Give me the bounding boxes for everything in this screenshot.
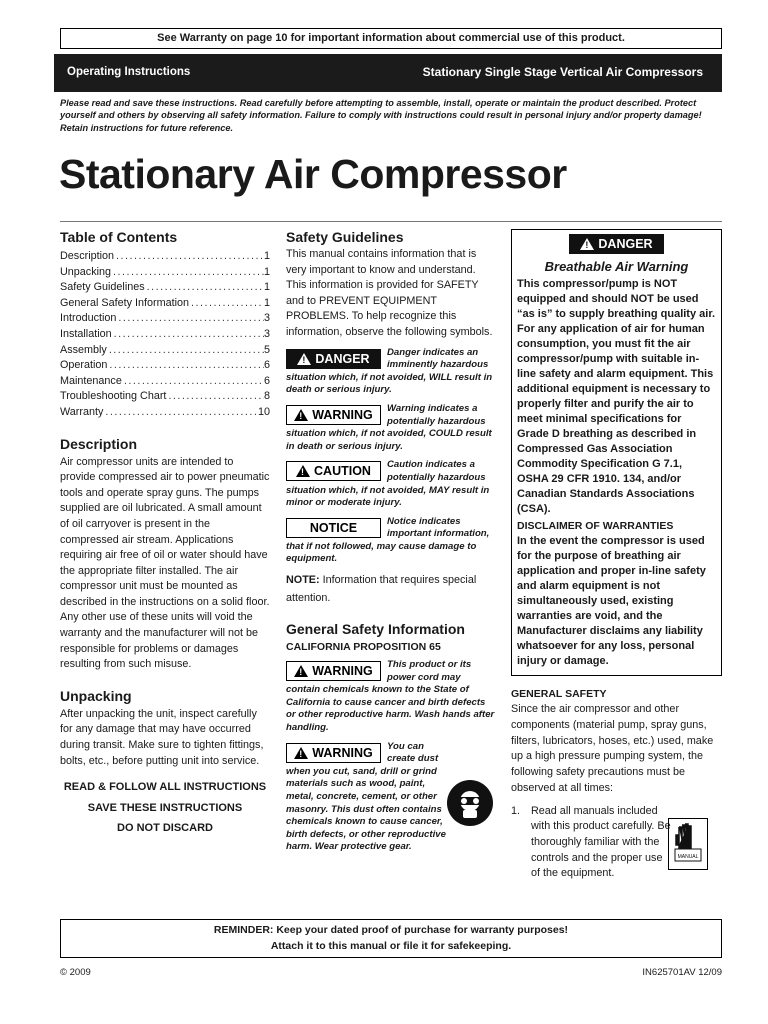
toc-row[interactable] <box>60 405 270 421</box>
warning-triangle-icon: ! <box>297 353 311 365</box>
reminder-box <box>60 919 722 958</box>
document-code: IN625701AV 12/09 <box>642 967 722 978</box>
toc-row[interactable] <box>60 296 270 312</box>
description-section <box>60 436 270 673</box>
danger-badge: ! DANGER <box>569 234 664 254</box>
caution-badge: ! CAUTION <box>286 461 381 481</box>
unpacking-text: After unpacking the unit, inspect carefully for any damage that may have occurred during transit. Make sure to tighten fittings, bolts, etc., before putting unit into service. <box>60 707 264 767</box>
prop65-warning-text-2: You can create dust when you cut, sand, drill or grind materials such as wood, paint, metal, concrete, cement, or other masonry. This dust often contains chemicals known to cause cancer, birth defects, or other reproductive harm. Wear protective gear. <box>286 740 446 853</box>
instructions-reminder <box>60 777 270 839</box>
breathable-air-title: Breathable Air Warning <box>544 259 689 274</box>
toc-page: 6 <box>263 359 270 372</box>
caution-description: Caution indicates a potentially hazardous situation which, if not avoided, MAY result in minor or moderate injury. <box>286 459 490 509</box>
copyright: © 2009 <box>60 967 91 978</box>
prop65-warning-text-1: This product or its power cord may contain chemicals known to the State of California to cause cancer and birth defects or other reproductive harm. Wash hands after handling. <box>286 659 495 734</box>
toc-page: 3 <box>263 327 270 340</box>
safety-goggles-icon <box>447 780 493 826</box>
safety-guidelines-heading: Safety Guidelines <box>286 229 404 245</box>
general-safety-info-heading: General Safety Information <box>286 621 465 638</box>
save-line: SAVE THESE INSTRUCTIONS <box>87 801 243 814</box>
column-left <box>60 229 270 839</box>
unpacking-section <box>60 688 270 839</box>
toc-label: Description <box>60 250 115 262</box>
safety-guidelines-text: This manual contains information that is very important to know and understand. This information is provided for SAFETY and to PREVENT EQUIPMENT PROBLEMS. To help recognize this information, observe the following symbols. <box>286 248 493 338</box>
warning-badge: ! WARNING <box>286 405 381 425</box>
toc-row[interactable] <box>60 343 270 359</box>
manual-label: MANUAL <box>677 854 699 860</box>
danger-badge: ! DANGER <box>286 349 381 369</box>
toc-page: 6 <box>263 374 270 387</box>
disclaimer-heading: DISCLAIMER OF WARRANTIES <box>517 520 674 532</box>
reminder-line-1: REMINDER: Keep your dated proof of purchase for warranty purposes! <box>213 924 569 936</box>
toc-page: 1 <box>263 296 270 309</box>
warning-badge: ! WARNING <box>286 661 381 681</box>
general-safety-text: Since the air compressor and other components (material pump, spray guns, filters, lubricators, hoses, etc.) used, make up a high pressure pumping system, the following safety precautions must be observed at all times: <box>511 703 714 794</box>
title-divider <box>60 221 722 222</box>
toc-page: 3 <box>263 312 270 325</box>
breathable-air-warning-box <box>511 229 722 676</box>
notice-symbol-block <box>286 516 496 566</box>
danger-description: Danger indicates an imminently hazardous situation which, if not avoided, WILL result in death or serious injury. <box>286 346 493 396</box>
header-right: Stationary Single Stage Vertical Air Compressors <box>422 65 703 79</box>
description-text: Air compressor units are intended to provide compressed air to power pneumatic tools and operate spray guns. The pumps supplied are oil lubricated. A small amount of oil carryover is present in the compressed air stream. Applications requiring air free of oil or water should have the appropriate filter installed. The air compressor unit must be mounted as described in the instructions on a solid floor. Any other use of these units will void the warranty and the manufacturer will not be responsible for problems or damages resulting from such misuse. <box>60 455 270 671</box>
header-bar <box>54 54 722 92</box>
notice-badge: NOTICE <box>286 518 381 538</box>
general-safety-heading: GENERAL SAFETY <box>511 688 607 700</box>
toc-row[interactable] <box>60 265 270 281</box>
prop65-warning-2 <box>286 741 446 854</box>
toc-label: Installation <box>60 327 112 340</box>
breathable-air-text: This compressor/pump is NOT equipped and should NOT be used “as is” to supply breathing quality air. For any application of air for human consumption, you must fit the air compressor/pump with suitable in-line safety and alarm equipment. This additional equipment is necessary to properly filter and purify the air to meet minimal specifications for Grade D breathing as described in Compressed Gas Association Commodity Specification G 7.1, OSHA 29 CFR 1910. 134, and/or Canadian Standards Associations (CSA). <box>517 278 716 515</box>
warning-badge: ! WARNING <box>286 743 381 763</box>
warning-triangle-icon: ! <box>294 409 308 421</box>
toc-row[interactable] <box>60 280 270 296</box>
column-middle <box>286 229 496 854</box>
prop65-heading: CALIFORNIA PROPOSITION 65 <box>286 641 441 654</box>
read-manual-icon <box>668 818 708 870</box>
toc-row[interactable] <box>60 389 270 405</box>
toc-row[interactable] <box>60 249 270 265</box>
toc-page: 8 <box>263 390 270 403</box>
disclaimer-text: In the event the compressor is used for the purpose of breathing air application and proper in-line safety and alarm equipment is not simultaneously used, existing warranties are void, and the Manufacturer disclaims any liability whatsoever for any loss, personal injury or damage. <box>517 535 706 667</box>
prop65-warning-1 <box>286 659 496 735</box>
toc-label: General Safety Information <box>60 296 190 309</box>
caution-symbol-block <box>286 459 496 509</box>
description-heading: Description <box>60 435 138 452</box>
toc-row[interactable] <box>60 327 270 343</box>
note-text: Information that requires special attention. <box>286 574 477 605</box>
note-label: NOTE: <box>286 574 320 587</box>
warning-triangle-icon: ! <box>296 465 310 477</box>
toc-label: Maintenance <box>60 374 122 387</box>
toc-page: 5 <box>263 343 270 356</box>
toc-page: 1 <box>263 281 270 294</box>
toc-row[interactable] <box>60 358 270 374</box>
list-text: Read all manuals included with this product carefully. Be thoroughly familiar with the controls and the proper use of the equipment. <box>531 804 671 880</box>
warning-triangle-icon: ! <box>294 747 308 759</box>
note-line <box>286 571 496 607</box>
reminder-line-2: Attach it to this manual or file it for safekeeping. <box>270 939 512 952</box>
toc-label: Introduction <box>60 312 117 325</box>
toc-label: Assembly <box>60 343 107 356</box>
toc-label: Safety Guidelines <box>60 281 145 294</box>
warning-description: Warning indicates a potentially hazardous situation which, if not avoided, COULD result in death or serious injury. <box>286 402 492 452</box>
toc-page: 1 <box>263 265 270 278</box>
intro-text: Please read and save these instructions. Read carefully before attempting to assemble, install, operate or maintain the product described. Protect yourself and others by observing all safety information. Failure to comply with instructions could result in personal injury and/or property damage! Retain instructions for future reference. <box>60 98 702 133</box>
toc-page: 10 <box>257 405 270 418</box>
warning-triangle-icon: ! <box>294 665 308 677</box>
toc-label: Warranty <box>60 405 104 418</box>
read-follow-line: READ & FOLLOW ALL INSTRUCTIONS <box>63 781 267 794</box>
toc-row[interactable] <box>60 374 270 390</box>
warning-triangle-icon: ! <box>580 238 594 250</box>
notice-description: Notice indicates important information, that if not followed, may cause damage to equipment. <box>286 515 490 565</box>
toc-page: 1 <box>263 250 270 262</box>
table-of-contents <box>60 249 270 421</box>
toc-label: Troubleshooting Chart <box>60 390 167 403</box>
list-number: 1. <box>511 804 521 817</box>
toc-row[interactable] <box>60 311 270 327</box>
header-left: Operating Instructions <box>67 66 191 78</box>
toc-heading: Table of Contents <box>60 229 178 245</box>
page-title: Stationary Air Compressor <box>59 151 567 197</box>
toc-label: Unpacking <box>60 265 112 278</box>
do-not-discard-line: DO NOT DISCARD <box>117 822 213 835</box>
danger-symbol-block <box>286 347 496 397</box>
column-right <box>511 229 722 882</box>
warning-symbol-block <box>286 403 496 453</box>
unpacking-heading: Unpacking <box>60 687 132 704</box>
toc-label: Operation <box>60 359 108 372</box>
warranty-notice: See Warranty on page 10 for important information about commercial use of this product. <box>60 28 722 49</box>
